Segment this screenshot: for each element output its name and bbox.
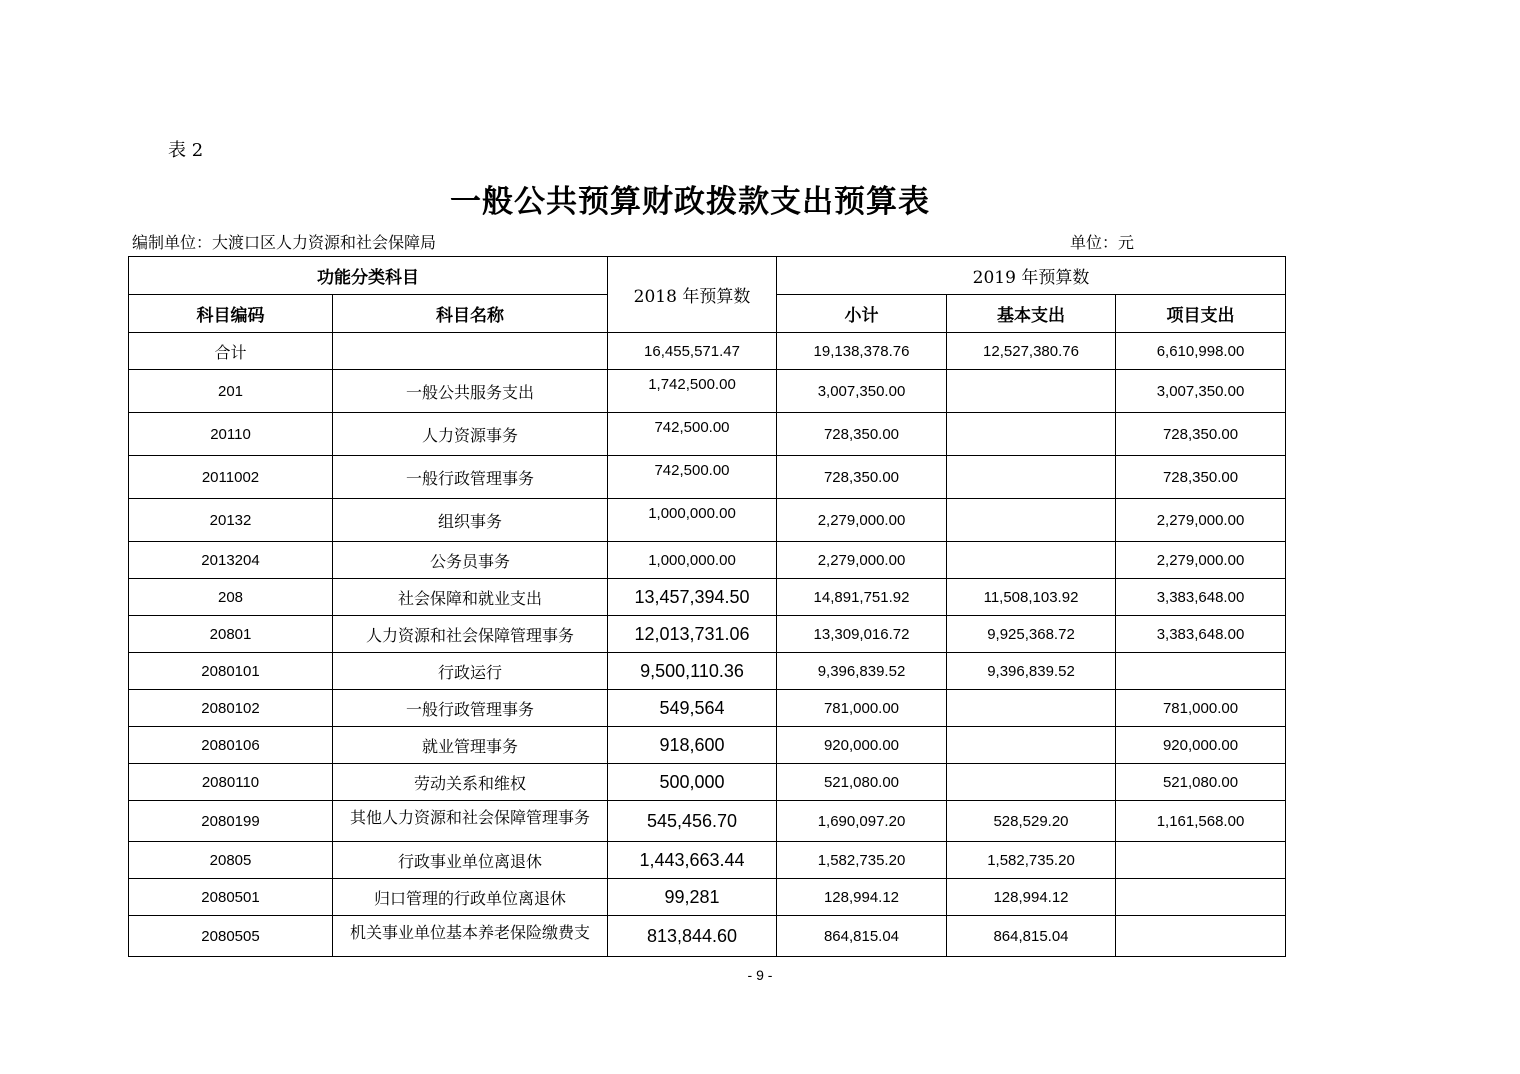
row-project	[1116, 653, 1286, 690]
row-project	[1116, 879, 1286, 916]
header-code: 科目编码	[129, 295, 333, 333]
row-project: 920,000.00	[1116, 727, 1286, 764]
row-project: 728,350.00	[1116, 413, 1286, 456]
row-basic	[947, 413, 1116, 456]
row-subtotal: 1,690,097.20	[777, 801, 947, 842]
header-budget-2019: 2019 年预算数	[777, 257, 1286, 295]
table-row	[129, 653, 1286, 690]
row-code: 20110	[129, 413, 333, 456]
header-project: 项目支出	[1116, 295, 1286, 333]
row-subtotal: 920,000.00	[777, 727, 947, 764]
row-name: 机关事业单位基本养老保险缴费支	[333, 916, 608, 957]
row-code: 2080199	[129, 801, 333, 842]
row-budget-2018: 813,844.60	[608, 916, 777, 957]
row-budget-2018: 500,000	[608, 764, 777, 801]
row-name: 一般行政管理事务	[333, 690, 608, 727]
row-project: 3,383,648.00	[1116, 616, 1286, 653]
row-code: 2080102	[129, 690, 333, 727]
row-basic: 864,815.04	[947, 916, 1116, 957]
row-code: 2013204	[129, 542, 333, 579]
header-row-1	[129, 257, 1286, 295]
row-subtotal: 781,000.00	[777, 690, 947, 727]
row-subtotal: 728,350.00	[777, 456, 947, 499]
row-budget-2018: 16,455,571.47	[608, 333, 777, 370]
row-basic	[947, 542, 1116, 579]
row-code: 20801	[129, 616, 333, 653]
currency-unit: 单位：元	[1070, 233, 1135, 252]
row-project: 6,610,998.00	[1116, 333, 1286, 370]
row-basic: 1,582,735.20	[947, 842, 1116, 879]
table-row	[129, 801, 1286, 842]
row-budget-2018: 9,500,110.36	[608, 653, 777, 690]
header-name: 科目名称	[333, 295, 608, 333]
budget-table	[128, 256, 1286, 957]
header-subtotal: 小计	[777, 295, 947, 333]
row-code: 201	[129, 370, 333, 413]
row-subtotal: 521,080.00	[777, 764, 947, 801]
row-code: 2080505	[129, 916, 333, 957]
row-code: 2080106	[129, 727, 333, 764]
row-name: 归口管理的行政单位离退休	[333, 879, 608, 916]
table-row	[129, 916, 1286, 957]
row-basic	[947, 690, 1116, 727]
row-budget-2018: 1,000,000.00	[608, 499, 777, 542]
row-subtotal: 2,279,000.00	[777, 542, 947, 579]
row-budget-2018: 545,456.70	[608, 801, 777, 842]
row-subtotal: 9,396,839.52	[777, 653, 947, 690]
row-project: 521,080.00	[1116, 764, 1286, 801]
row-subtotal: 728,350.00	[777, 413, 947, 456]
row-project	[1116, 842, 1286, 879]
row-project: 2,279,000.00	[1116, 499, 1286, 542]
table-row	[129, 727, 1286, 764]
row-budget-2018: 742,500.00	[608, 456, 777, 499]
row-basic	[947, 764, 1116, 801]
row-budget-2018: 549,564	[608, 690, 777, 727]
row-budget-2018: 99,281	[608, 879, 777, 916]
row-project: 2,279,000.00	[1116, 542, 1286, 579]
row-name: 就业管理事务	[333, 727, 608, 764]
row-project: 3,383,648.00	[1116, 579, 1286, 616]
page-number: - 9 -	[747, 967, 773, 983]
page-title: 一般公共预算财政拨款支出预算表	[450, 184, 930, 220]
row-subtotal: 3,007,350.00	[777, 370, 947, 413]
row-name	[333, 333, 608, 370]
row-budget-2018: 918,600	[608, 727, 777, 764]
table-label: 表 2	[168, 140, 204, 161]
row-basic	[947, 727, 1116, 764]
table-row	[129, 879, 1286, 916]
row-basic	[947, 456, 1116, 499]
row-budget-2018: 1,742,500.00	[608, 370, 777, 413]
row-name: 公务员事务	[333, 542, 608, 579]
row-basic: 9,396,839.52	[947, 653, 1116, 690]
row-code: 2080501	[129, 879, 333, 916]
row-code: 208	[129, 579, 333, 616]
table-body	[129, 333, 1286, 957]
row-subtotal: 128,994.12	[777, 879, 947, 916]
row-name: 一般行政管理事务	[333, 456, 608, 499]
row-basic	[947, 370, 1116, 413]
row-code: 合计	[129, 333, 333, 370]
row-budget-2018: 12,013,731.06	[608, 616, 777, 653]
row-code: 2011002	[129, 456, 333, 499]
row-project: 728,350.00	[1116, 456, 1286, 499]
header-basic: 基本支出	[947, 295, 1116, 333]
row-subtotal: 1,582,735.20	[777, 842, 947, 879]
row-subtotal: 2,279,000.00	[777, 499, 947, 542]
table-row	[129, 333, 1286, 370]
table-row	[129, 413, 1286, 456]
row-subtotal: 13,309,016.72	[777, 616, 947, 653]
row-project	[1116, 916, 1286, 957]
header-budget-2018: 2018 年预算数	[608, 257, 777, 333]
row-name: 人力资源事务	[333, 413, 608, 456]
row-basic: 528,529.20	[947, 801, 1116, 842]
table-row	[129, 499, 1286, 542]
row-code: 2080110	[129, 764, 333, 801]
row-name: 行政运行	[333, 653, 608, 690]
table-row	[129, 542, 1286, 579]
row-subtotal: 14,891,751.92	[777, 579, 947, 616]
row-budget-2018: 1,443,663.44	[608, 842, 777, 879]
row-basic: 11,508,103.92	[947, 579, 1116, 616]
row-project: 1,161,568.00	[1116, 801, 1286, 842]
header-func-class: 功能分类科目	[129, 257, 608, 295]
row-budget-2018: 1,000,000.00	[608, 542, 777, 579]
row-project: 781,000.00	[1116, 690, 1286, 727]
row-code: 20805	[129, 842, 333, 879]
table-row	[129, 764, 1286, 801]
row-name: 行政事业单位离退休	[333, 842, 608, 879]
row-project: 3,007,350.00	[1116, 370, 1286, 413]
table-row	[129, 370, 1286, 413]
row-code: 20132	[129, 499, 333, 542]
row-name: 其他人力资源和社会保障管理事务	[333, 801, 608, 842]
row-budget-2018: 742,500.00	[608, 413, 777, 456]
row-subtotal: 19,138,378.76	[777, 333, 947, 370]
row-name: 一般公共服务支出	[333, 370, 608, 413]
table-row	[129, 456, 1286, 499]
row-code: 2080101	[129, 653, 333, 690]
compiling-unit: 编制单位：大渡口区人力资源和社会保障局	[132, 233, 437, 252]
row-name: 组织事务	[333, 499, 608, 542]
row-basic	[947, 499, 1116, 542]
row-budget-2018: 13,457,394.50	[608, 579, 777, 616]
table-row	[129, 616, 1286, 653]
row-name: 劳动关系和维权	[333, 764, 608, 801]
row-subtotal: 864,815.04	[777, 916, 947, 957]
row-basic: 12,527,380.76	[947, 333, 1116, 370]
row-basic: 9,925,368.72	[947, 616, 1116, 653]
row-name: 人力资源和社会保障管理事务	[333, 616, 608, 653]
table-row	[129, 842, 1286, 879]
row-basic: 128,994.12	[947, 879, 1116, 916]
row-name: 社会保障和就业支出	[333, 579, 608, 616]
table-row	[129, 690, 1286, 727]
table-row	[129, 579, 1286, 616]
